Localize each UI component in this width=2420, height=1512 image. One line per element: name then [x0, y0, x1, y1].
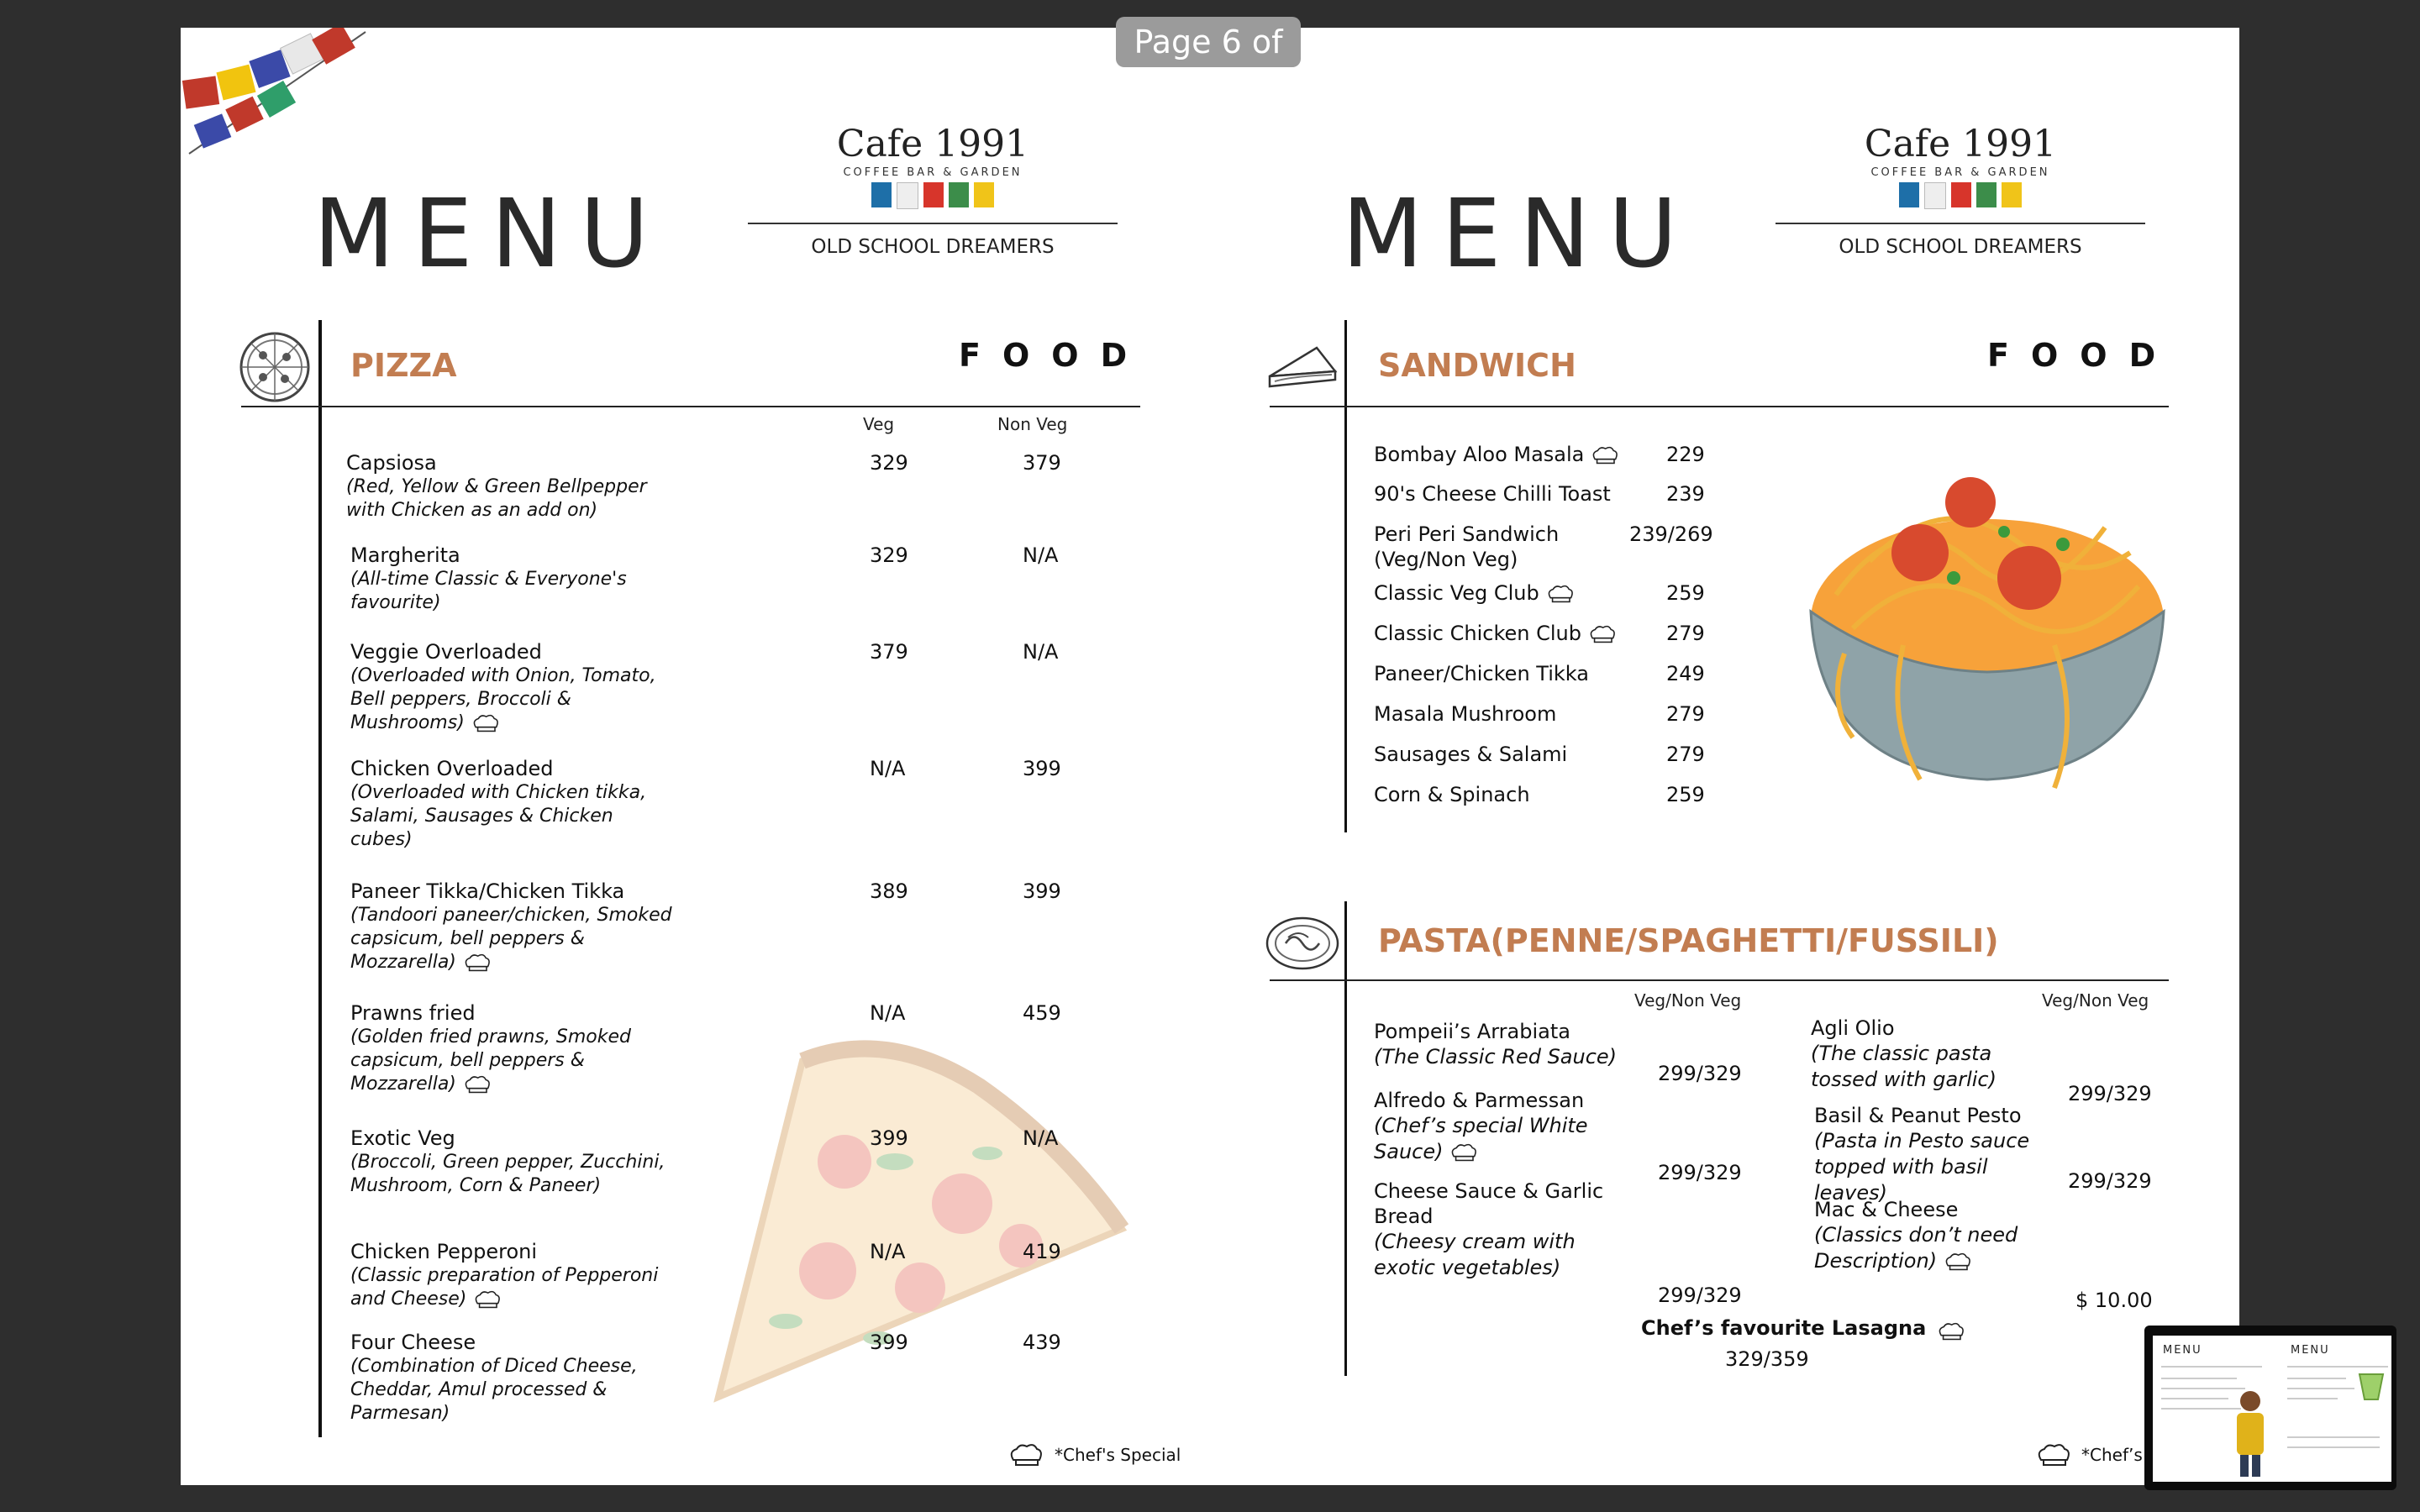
pasta-item-desc: (Cheesy cream with exotic vegetables)	[1374, 1230, 1576, 1279]
sandwich-price: 229	[1666, 443, 1705, 466]
menu-title-left: MENU	[313, 180, 668, 289]
pasta-header-rule	[1270, 979, 2169, 981]
sandwich-price: 249	[1666, 662, 1705, 685]
pizza-item-desc: (Tandoori paneer/chicken, Smoked capsicum, bell peppers & Mozzarella)	[350, 905, 672, 973]
sandwich-item-name: 90's Cheese Chilli Toast	[1374, 482, 1611, 506]
sandwich-item	[1374, 782, 1643, 807]
pasta-item-name: Alfredo & Parmessan	[1374, 1089, 1585, 1112]
pizza-slice-illustration	[702, 1036, 1139, 1422]
sandwich-item-name: Classic Veg Club	[1374, 581, 1539, 605]
pasta-section-title: PASTA(PENNE/SPAGHETTI/FUSSILI)	[1378, 922, 1999, 959]
pizza-item-desc: (Broccoli, Green pepper, Zucchini, Mushroom, Corn & Paneer)	[350, 1152, 666, 1196]
sandwich-section-title: SANDWICH	[1378, 347, 1576, 384]
pasta-col-head-left: Veg/Non Veg	[1634, 990, 1742, 1011]
chef-hat-icon	[471, 1290, 503, 1309]
sandwich-item	[1374, 580, 1643, 606]
brand-subtitle-right: COFFEE BAR & GARDEN	[1870, 166, 2050, 179]
pizza-nonveg-price: N/A	[1023, 640, 1059, 664]
thumbnail-menu-left: MENU	[2163, 1344, 2202, 1357]
sandwich-header-rule	[1270, 406, 2169, 407]
thumbnail-drink-icon	[2354, 1369, 2388, 1403]
pasta-price: 299/329	[1658, 1062, 1742, 1085]
pizza-vertical-rule	[318, 320, 322, 1437]
pizza-item-desc: (Combination of Diced Cheese, Cheddar, Amul processed & Parmesan)	[350, 1356, 638, 1424]
sandwich-item	[1374, 742, 1643, 767]
pizza-item	[350, 879, 678, 974]
pizza-item	[350, 1239, 670, 1311]
pizza-item-name: Margherita	[350, 543, 460, 567]
pasta-item	[1814, 1103, 2066, 1206]
pasta-col-head-right: Veg/Non Veg	[2042, 990, 2149, 1011]
chef-hat-icon	[1586, 625, 1618, 643]
pizza-item-name: Four Cheese	[350, 1331, 476, 1354]
brand-block-left	[748, 124, 1118, 258]
pasta-item-desc: (Classics don’t need Description)	[1814, 1223, 2018, 1273]
spaghetti-bowl-illustration	[1802, 452, 2172, 805]
sandwich-item-name: Paneer/Chicken Tikka	[1374, 662, 1589, 685]
pizza-veg-price: N/A	[870, 1240, 906, 1263]
sandwich-vertical-rule	[1344, 320, 1347, 832]
sandwich-price: 239/269	[1629, 522, 1713, 546]
brand-name: Cafe 1991	[836, 123, 1029, 165]
pizza-section-title: PIZZA	[350, 347, 457, 384]
chef-hat-icon	[1008, 1443, 1044, 1467]
page-indicator: Page 6 of 16	[1116, 17, 1301, 67]
sandwich-item	[1374, 522, 1643, 572]
pasta-item-name: Cheese Sauce & Garlic Bread	[1374, 1179, 1604, 1228]
pizza-item-desc: (All-time Classic & Everyone's favourite)	[350, 569, 627, 613]
sandwich-item	[1374, 701, 1643, 727]
chef-hat-icon	[1448, 1143, 1480, 1162]
pizza-item-name: Paneer Tikka/Chicken Tikka	[350, 879, 625, 903]
sandwich-item-name: Classic Chicken Club	[1374, 622, 1581, 645]
sandwich-item	[1374, 661, 1643, 686]
sandwich-item	[1374, 442, 1643, 467]
pizza-item-name: Capsiosa	[346, 451, 437, 475]
pizza-icon	[238, 330, 312, 404]
pizza-nonveg-price: N/A	[1023, 543, 1059, 567]
pizza-item-desc: (Golden fried prawns, Smoked capsicum, bell peppers & Mozzarella)	[350, 1026, 632, 1095]
pasta-item-name: Pompeii’s Arrabiata	[1374, 1020, 1570, 1043]
pizza-item-name: Chicken Overloaded	[350, 757, 554, 780]
pasta-item-desc: (Pasta in Pesto sauce topped with basil leaves)	[1814, 1129, 2030, 1205]
chef-hat-icon	[470, 714, 502, 732]
pasta-bowl-icon	[1265, 914, 1340, 973]
pasta-item-name: Agli Olio	[1811, 1016, 1895, 1040]
chef-hat-icon	[461, 1075, 493, 1094]
pizza-item-desc: (Classic preparation of Pepperoni and Cheese)	[350, 1265, 659, 1310]
pizza-item-name: Prawns fried	[350, 1001, 476, 1025]
pasta-item	[1374, 1088, 1626, 1165]
pizza-veg-price: 329	[870, 451, 908, 475]
pizza-item-name: Exotic Veg	[350, 1126, 455, 1150]
pizza-item-desc: (Overloaded with Onion, Tomato, Bell peppers, Broccoli & Mushrooms)	[350, 665, 656, 733]
food-category-label-left: FOOD	[959, 337, 1150, 374]
pizza-veg-price: 379	[870, 640, 908, 664]
page-thumbnail[interactable]	[2144, 1326, 2396, 1490]
brand-tagline: OLD SCHOOL DREAMERS	[811, 236, 1055, 258]
pizza-item-desc: (Overloaded with Chicken tikka, Salami, Sausages & Chicken cubes)	[350, 782, 647, 850]
pizza-item-name: Veggie Overloaded	[350, 640, 542, 664]
chef-special-footnote-right: *Chef’s	[2081, 1445, 2143, 1465]
pizza-item	[350, 1000, 670, 1096]
pasta-item	[1814, 1197, 2066, 1274]
pizza-veg-price: N/A	[870, 1001, 906, 1025]
sandwich-item-name: Bombay Aloo Masala	[1374, 443, 1585, 466]
pasta-item	[1374, 1179, 1626, 1281]
pizza-veg-price: N/A	[870, 757, 906, 780]
pizza-veg-price: 329	[870, 543, 908, 567]
sandwich-icon	[1266, 343, 1339, 393]
thumbnail-menu-right: MENU	[2291, 1344, 2330, 1357]
pasta-price: $ 10.00	[2075, 1289, 2153, 1312]
chef-special-footnote-left: *Chef's Special	[1055, 1445, 1181, 1465]
brand-flags-icon-right	[1776, 182, 2145, 209]
pizza-header-rule	[241, 406, 1140, 407]
sandwich-item-name: Corn & Spinach	[1374, 783, 1530, 806]
pasta-item-desc: (The Classic Red Sauce)	[1374, 1045, 1618, 1068]
pizza-veg-price: 389	[870, 879, 908, 903]
pizza-item	[350, 756, 670, 852]
lasagna-price: 329/359	[1725, 1347, 1809, 1371]
pasta-vertical-rule	[1344, 901, 1347, 1376]
pasta-price: 299/329	[2068, 1169, 2152, 1193]
veg-column-header: Veg	[863, 414, 895, 434]
pasta-price: 299/329	[2068, 1082, 2152, 1105]
pasta-price: 299/329	[1658, 1284, 1742, 1307]
sandwich-price: 259	[1666, 581, 1705, 605]
food-category-label-right: FOOD	[1987, 337, 2178, 374]
pasta-item-name: Mac & Cheese	[1814, 1198, 1959, 1221]
chef-hat-icon	[461, 953, 493, 972]
brand-subtitle: COFFEE BAR & GARDEN	[843, 166, 1023, 179]
sandwich-item-name: Masala Mushroom	[1374, 702, 1557, 726]
brand-flags-icon	[748, 182, 1118, 209]
sandwich-item-name: Peri Peri Sandwich (Veg/Non Veg)	[1374, 522, 1560, 571]
pizza-nonveg-price: 419	[1023, 1240, 1061, 1263]
pizza-item-name: Chicken Pepperoni	[350, 1240, 537, 1263]
brand-tagline-right: OLD SCHOOL DREAMERS	[1839, 236, 2082, 258]
sandwich-item	[1374, 481, 1643, 507]
chef-hat-icon	[1544, 585, 1576, 603]
lasagna-item	[1641, 1315, 1967, 1341]
pizza-nonveg-price: 439	[1023, 1331, 1061, 1354]
sandwich-price: 279	[1666, 743, 1705, 766]
pizza-item-desc: (Red, Yellow & Green Bellpepper with Chicken as an add on)	[346, 476, 647, 521]
pasta-item-desc: (Chef’s special White Sauce)	[1374, 1114, 1588, 1163]
pasta-item	[1811, 1016, 2063, 1093]
pizza-item	[346, 450, 649, 522]
pizza-item	[350, 639, 670, 735]
pizza-veg-price: 399	[870, 1331, 908, 1354]
sandwich-price: 279	[1666, 702, 1705, 726]
thumbnail-figure-illustration	[2225, 1386, 2275, 1478]
sandwich-item-name: Sausages & Salami	[1374, 743, 1568, 766]
sandwich-price: 279	[1666, 622, 1705, 645]
brand-rule	[748, 223, 1118, 224]
menu-page	[181, 28, 2239, 1485]
chef-hat-icon	[2036, 1443, 2071, 1467]
pasta-price: 299/329	[1658, 1161, 1742, 1184]
prayer-flags-icon	[181, 28, 374, 171]
pizza-veg-price: 399	[870, 1126, 908, 1150]
chef-hat-icon	[1935, 1322, 1967, 1341]
sandwich-price: 239	[1666, 482, 1705, 506]
pizza-nonveg-price: 379	[1023, 451, 1061, 475]
brand-block-right	[1776, 124, 2145, 258]
pizza-item	[350, 1330, 670, 1425]
pizza-nonveg-price: 399	[1023, 757, 1061, 780]
pizza-nonveg-price: 459	[1023, 1001, 1061, 1025]
brand-rule-right	[1776, 223, 2145, 224]
pizza-nonveg-price: 399	[1023, 879, 1061, 903]
nonveg-column-header: Non Veg	[997, 414, 1068, 434]
menu-title-right: MENU	[1342, 180, 1697, 289]
pizza-nonveg-price: N/A	[1023, 1126, 1059, 1150]
sandwich-price: 259	[1666, 783, 1705, 806]
pasta-item-name: Basil & Peanut Pesto	[1814, 1104, 2022, 1127]
thumbnail-page[interactable]	[2153, 1336, 2391, 1482]
sandwich-item	[1374, 621, 1643, 646]
brand-name-right: Cafe 1991	[1864, 123, 2057, 165]
pizza-item	[350, 543, 636, 615]
chef-hat-icon	[1942, 1252, 1974, 1271]
pizza-item	[350, 1126, 670, 1198]
pasta-item	[1374, 1019, 1626, 1070]
pasta-item-desc: (The classic pasta tossed with garlic)	[1811, 1042, 1996, 1091]
lasagna-name: Chef’s favourite Lasagna	[1641, 1316, 1927, 1340]
chef-hat-icon	[1589, 446, 1621, 465]
